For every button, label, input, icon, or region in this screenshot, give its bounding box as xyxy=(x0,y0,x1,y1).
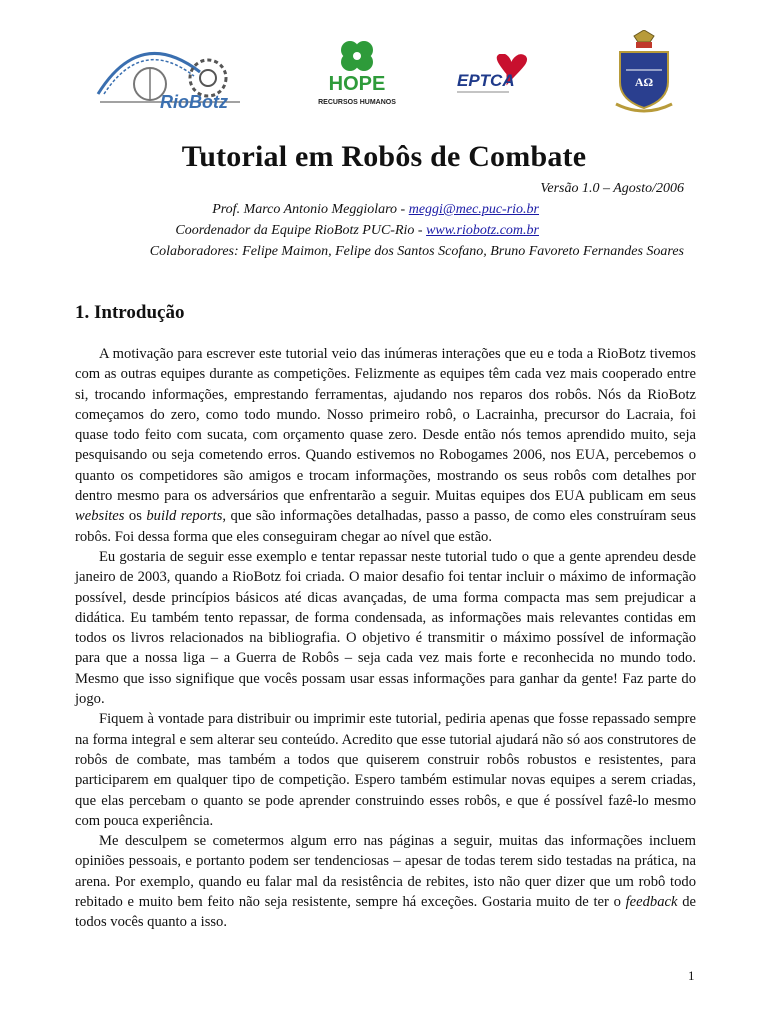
eptca-logo-text: EPTCA xyxy=(457,71,515,90)
version-line: Versão 1.0 – Agosto/2006 xyxy=(540,181,684,196)
paragraph-1 xyxy=(75,344,696,547)
eptca-logo xyxy=(455,54,535,98)
paragraph-2: Eu gostaria de seguir esse exemplo e tentar repassar neste tutorial tudo o que a gente aprendeu desde janeiro de 2003, quando a RioBotz foi criada. O maior desafio foi tentar incluir o máximo de informação possível, desde princípios básicos até dicas avançadas, de uma forma compacta mas sem prejudicar a didática. Eu também tento repassar, de forma condensada, as informações mais relevantes contidas em todos os livros relacionados na bibliografia. O objetivo é transmitir o máximo possível de informação para que a nossa liga – a Guerra de Robôs – seja cada vez mais forte e reconhecida no mundo todo. Mesmo que isso signifique que vocês possam usar essas informações para ganhar da gente! Faz parte do jogo. xyxy=(75,548,696,708)
hope-logo-sub: RECURSOS HUMANOS xyxy=(318,99,396,106)
coordinator-line xyxy=(175,223,539,239)
paragraph-1-part-a: A motivação para escrever este tutorial veio das inúmeras interações que eu e toda a RioBotz tivemos com as outras equipes durante as competições. Felizmente as equipes têm cada vez mais cooperado entre si, trocando informações, emprestando ferramentas, ajudando nos reparos dos robôs. Nós da RioBotz começamos do zero, como todo mundo. Nosso primeiro robô, o Lacrainha, precursor do Lacraia, foi quase todo feito com sucata, com orçamento quase zero. Desde então nós temos aprendido muito, seja pesquisando ou seja cometendo erros. Quando estivemos no Robogames 2006, nos EUA, percebemos o quanto os competidores são amigos e trocam informações, mostrando os seus robôs com detalhes por dentro mesmo para os adversários que enfrentarão a seguir. Muitas equipes dos EUA publicam em seus xyxy=(75,346,696,505)
paragraph-4-feedback: feedback xyxy=(625,894,678,911)
paragraph-4 xyxy=(75,831,696,932)
section-heading: 1. Introdução xyxy=(75,302,185,323)
body-text xyxy=(75,344,696,933)
paragraph-1-part-c: , que são informações detalhadas, passo a passo, de como eles construíram seus robôs. Foi dessa forma que eles conseguiram chegar ao nível que estão. xyxy=(75,508,697,545)
document-title: Tutorial em Robôs de Combate xyxy=(181,140,587,173)
riobotz-website-link[interactable]: www.riobotz.com.br xyxy=(426,223,539,238)
author-name: Prof. Marco Antonio Meggiolaro - xyxy=(212,202,409,217)
page-number: 1 xyxy=(688,968,695,983)
paragraph-3: Fiquem à vontade para distribuir ou imprimir este tutorial, pediria apenas que fosse repassado sempre na forma integral e sem alterar seu conteúdo. Acredito que esse tutorial ajudará não só aos construtores de robôs de combate, mas também a todos que quiserem construir robôs robustos e resistentes, para participarem em qualquer tipo de competição. Espero também estimular novas equipes a serem criadas, que elas percebam o quanto se pode aprender construindo esses robôs, e que é possível fazê-lo mesmo com pouca experiência. xyxy=(75,711,696,829)
puc-rio-seal xyxy=(612,30,676,114)
paragraph-1-part-b: os xyxy=(124,508,147,525)
paragraph-1-websites: websites xyxy=(75,508,125,525)
riobotz-logo xyxy=(90,32,250,112)
hope-logo xyxy=(312,38,402,110)
paragraph-4-part-a: Me desculpem se cometermos algum erro nas páginas a seguir, muitas das informações incluem opiniões pessoais, e portanto podem ser tendenciosas – apesar de todas terem sido testadas na prática, na arena. Por exemplo, quando eu falar mal da resistência de rebites, isto não quer dizer que um robô todo rebitado e muito bem feito não seja resistente, sempre há exceções. Gostaria muito de ter o xyxy=(75,833,696,911)
collaborators-line: Colaboradores: Felipe Maimon, Felipe dos Santos Scofano, Bruno Favoreto Fernandes Soares xyxy=(149,244,684,259)
logo-row xyxy=(0,28,768,118)
riobotz-logo-text: RioBotz xyxy=(160,92,228,112)
author-line xyxy=(212,202,539,218)
puc-seal-motto: AΩ xyxy=(634,75,654,89)
hope-logo-name: HOPE xyxy=(328,73,386,95)
paragraph-1-build-reports: build reports xyxy=(146,508,223,525)
paragraph-4-part-b: de todos vocês quanto a isso. xyxy=(75,894,696,931)
author-email-link[interactable]: meggi@mec.puc-rio.br xyxy=(408,202,539,217)
coordinator-text: Coordenador da Equipe RioBotz PUC-Rio - xyxy=(175,223,427,238)
